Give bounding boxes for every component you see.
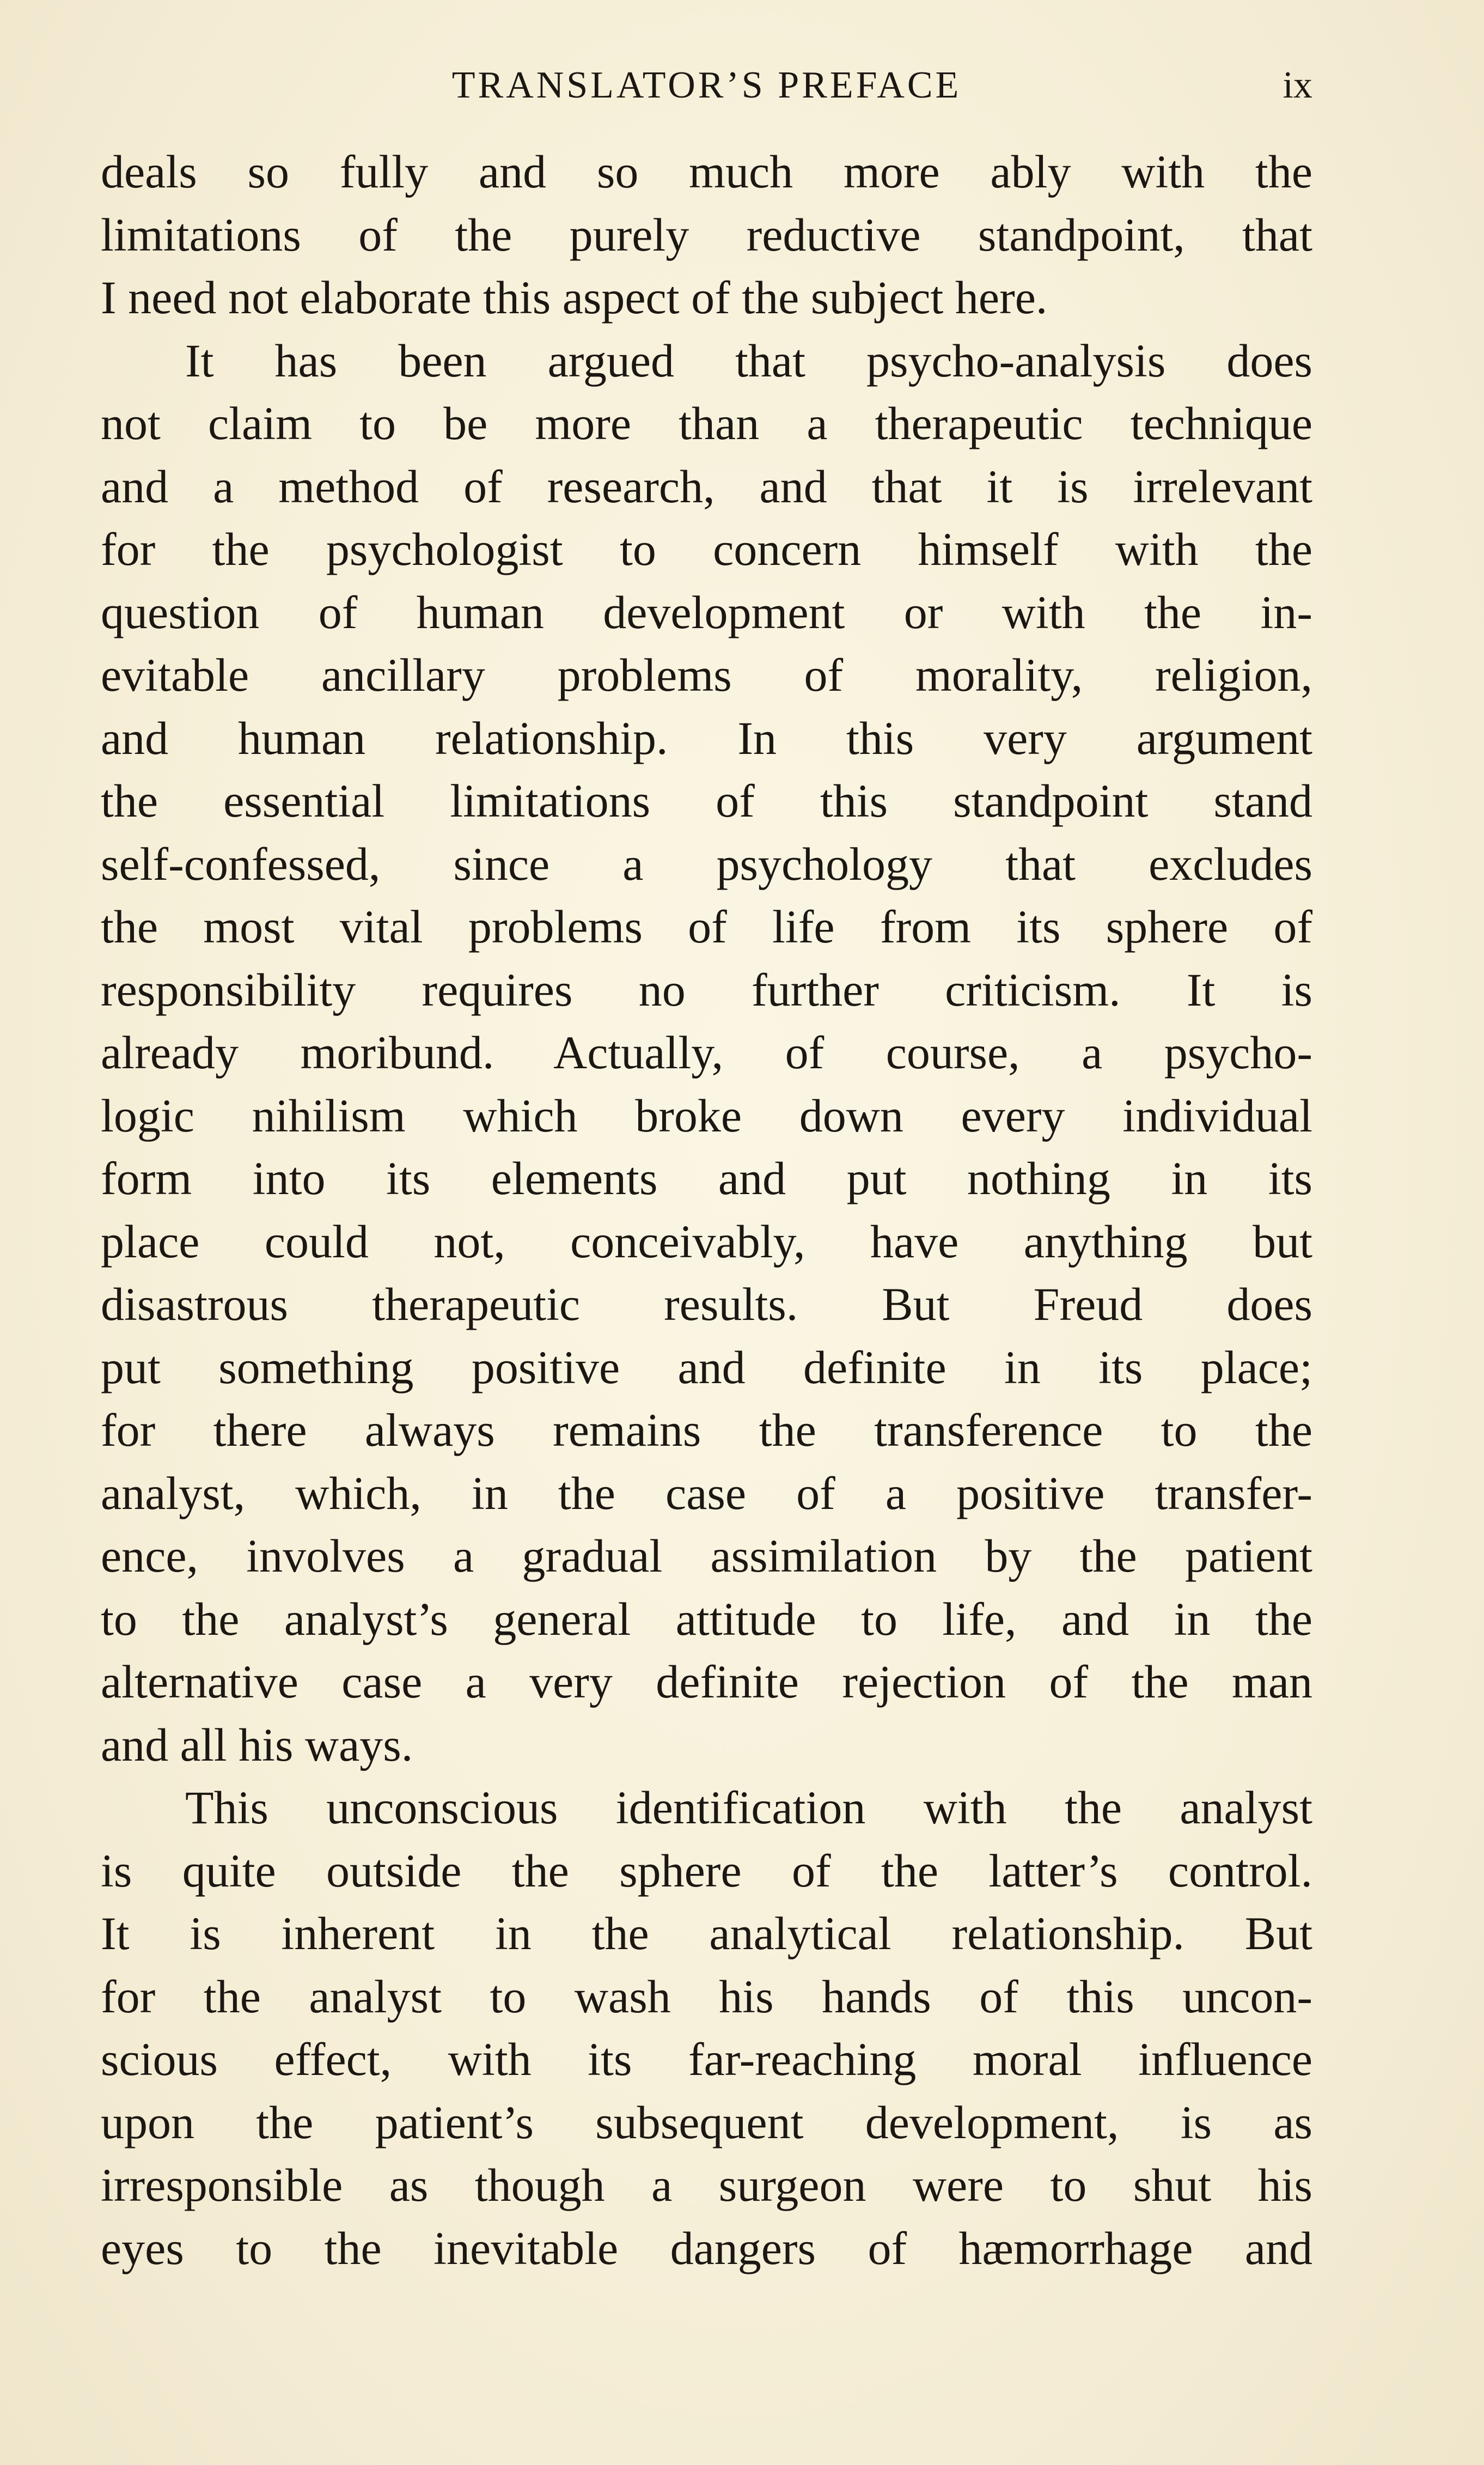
text-line: upon the patient’s subsequent development, is as [101,2096,1312,2148]
text-line: for the psychologist to concern himself with the [101,523,1312,575]
text-line: analyst, which, in the case of a positive transfer- [101,1466,1312,1519]
body-text [101,141,1312,2280]
text-line: is quite outside the sphere of the latter’s control. [101,1844,1312,1897]
text-line: disastrous therapeutic results. But Freud does [101,1278,1312,1330]
text-line: evitable ancillary problems of morality, religion, [101,649,1312,701]
text-line: question of human development or with the in- [101,586,1312,638]
text-line: self-confessed, since a psychology that excludes [101,837,1312,890]
text-line: for the analyst to wash his hands of this uncon- [101,1970,1312,2023]
text-line: to the analyst’s general attitude to life, and in the [101,1592,1312,1645]
text-line: limitations of the purely reductive standpoint, that [101,208,1312,261]
text-line: already moribund. Actually, of course, a psycho- [101,1026,1312,1079]
text-line: eyes to the inevitable dangers of hæmorrhage and [101,2221,1312,2274]
text-line: responsibility requires no further criticism. It is [101,963,1312,1016]
text-line: logic nihilism which broke down every individual [101,1089,1312,1142]
text-line: for there always remains the transference to the [101,1404,1312,1456]
paragraph-start-line: It has been argued that psycho-analysis does [185,334,1312,387]
text-line: and all his ways. [101,1718,413,1771]
text-line: not claim to be more than a therapeutic technique [101,397,1312,449]
text-line: deals so fully and so much more ably with the [101,145,1312,198]
page-number: ix [1283,64,1312,106]
text-line: irresponsible as though a surgeon were to shut his [101,2159,1312,2211]
text-line: I need not elaborate this aspect of the subject here. [101,271,1048,324]
text-line: alternative case a very definite rejection of the man [101,1655,1312,1708]
text-line: put something positive and definite in its place; [101,1341,1312,1393]
text-line: and a method of research, and that it is irrelevant [101,460,1312,513]
text-line: and human relationship. In this very argument [101,711,1312,764]
text-line: the essential limitations of this standpoint stand [101,775,1312,827]
text-line: ence, involves a gradual assimilation by the patient [101,1530,1312,1582]
running-head [101,61,1312,110]
text-line: scious effect, with its far-reaching moral influence [101,2033,1312,2085]
running-title: TRANSLATOR’S PREFACE [451,64,962,106]
text-line: form into its elements and put nothing in its [101,1152,1312,1204]
text-line: place could not, conceivably, have anything but [101,1215,1312,1268]
paragraph-start-line: This unconscious identification with the analyst [185,1781,1312,1834]
text-line: It is inherent in the analytical relationship. But [101,1907,1312,1959]
text-line: the most vital problems of life from its sphere of [101,900,1312,953]
